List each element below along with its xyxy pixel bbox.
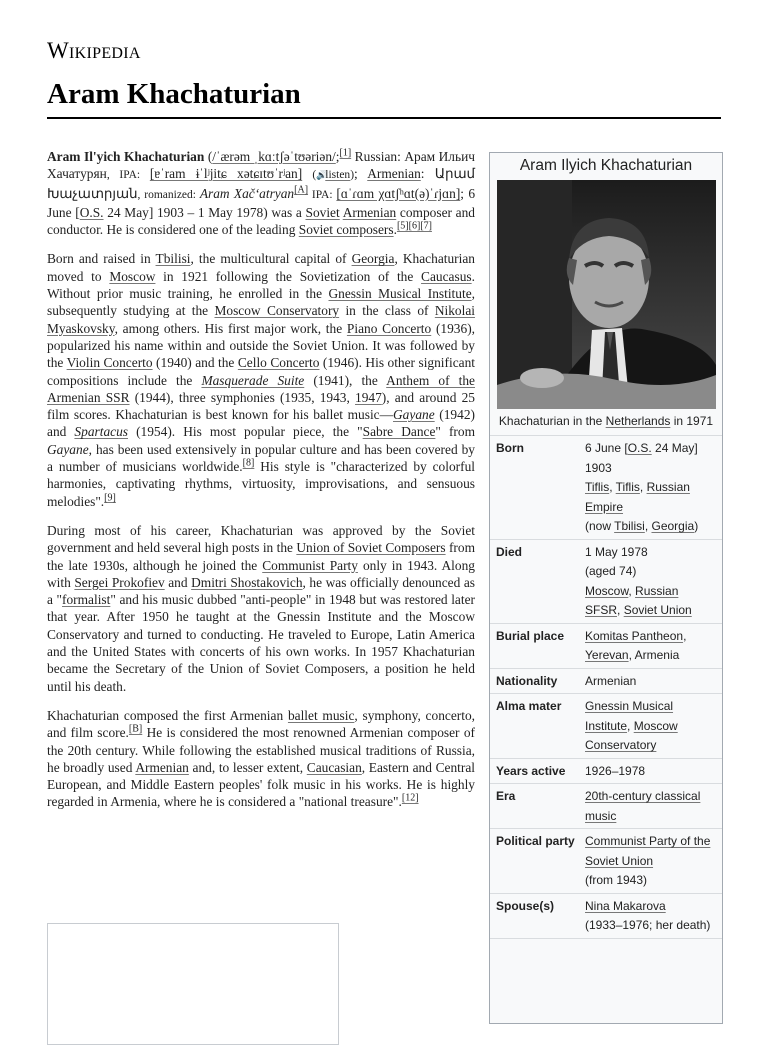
anthem-link[interactable]: Anthem of the Armenian SSR — [47, 372, 475, 405]
symphony-1947-link[interactable]: 1947 — [355, 389, 382, 405]
russian-name: Арам Ильич Хачатурян — [47, 149, 476, 182]
portrait-photo[interactable] — [497, 180, 716, 409]
old-style-link[interactable]: O.S. — [79, 204, 104, 220]
yerevan-link[interactable]: Yerevan — [585, 648, 629, 662]
russian-empire-link[interactable]: Russian Empire — [585, 480, 690, 514]
infobox-row-years-active — [490, 758, 722, 784]
era-link[interactable]: 20th-century classical music — [585, 789, 701, 823]
years-active-value: 1926–1978 — [585, 763, 646, 778]
alma-mater-label: Alma mater — [496, 699, 562, 713]
tiflis-link[interactable]: Tiflis — [585, 480, 610, 494]
media-frame — [47, 923, 339, 1045]
reference-1[interactable]: [1] — [339, 147, 352, 159]
masquerade-suite-link[interactable]: Masquerade Suite — [201, 372, 305, 388]
romanized-name: Aram Xačʻatryan — [199, 185, 295, 201]
infobox-row-born — [490, 435, 722, 539]
article-body — [47, 148, 475, 823]
gayane-link[interactable]: Gayane — [393, 407, 435, 423]
communist-party-link[interactable]: Communist Party — [262, 557, 358, 573]
era-label: Era — [496, 789, 516, 803]
caucasus-link[interactable]: Caucasus — [421, 268, 472, 284]
reference-8[interactable]: [8] — [242, 457, 255, 469]
born-georgia-link[interactable]: Georgia — [651, 519, 695, 533]
soviet-union-link[interactable]: Soviet Union — [623, 603, 692, 617]
wikipedia-wordmark[interactable]: Wikipedia — [47, 38, 141, 63]
born-label: Born — [496, 441, 524, 455]
tbilisi-link[interactable]: Tbilisi — [155, 251, 191, 267]
infobox-row-alma-mater — [490, 693, 722, 758]
armenian-language-link[interactable]: Armenian — [367, 166, 421, 182]
caucasian-link[interactable]: Caucasian — [306, 759, 362, 775]
portrait-illustration — [497, 180, 716, 409]
armenian-folk-link[interactable]: Armenian — [135, 759, 189, 775]
violin-concerto-link[interactable]: Violin Concerto — [66, 355, 153, 371]
sabre-dance-link[interactable]: Sabre Dance — [362, 424, 436, 440]
paragraph-early-life: Born and raised in Tbilisi, the multicultural capital of Georgia, Khachaturian moved to Moscow in 1921 following the Sovietization of the Caucasus. Without prior music training, he enrolled in the Gnessin Musical Institute, subsequently studying at the Moscow Conservatory in the class of Nikolai Myaskovsky, among others. His first major work, the Piano Concerto (1936), popularized his name within and outside the Soviet Union. It was followed by the Violin Concerto (1940) and the Cello Concerto (1946). His other significant compositions include the Masquerade Suite (1941), the Anthem of the Armenian SSR (1944), three symphonies (1935, 1943, 1947), and around 25 film scores. Khachaturian is best known for his ballet music—Gayane (1942) and Spartacus (1954). His most popular piece, the "Sabre Dance" from Gayane, has been used extensively in popular culture and has been covered by a number of musicians worldwide.[8] His style is "characterized by colorful harmonies, captivating rhythms, virtuosity, improvisations, and sensuous melodies".[9] — [47, 251, 476, 509]
soviet-link[interactable]: Soviet — [305, 204, 340, 220]
union-of-soviet-composers-link[interactable]: Union of Soviet Composers — [296, 540, 446, 556]
myaskovsky-link[interactable]: Nikolai Myaskovsky — [47, 303, 475, 336]
shostakovich-link[interactable]: Dmitri Shostakovich — [191, 574, 303, 590]
infobox-row-party — [490, 828, 722, 893]
born-value: 6 June [O.S. 24 May] 1903 Tiflis, Tiflis, Russian Empire (now Tbilisi, Georgia) — [585, 441, 699, 533]
page-title: Aram Khachaturian — [47, 78, 301, 110]
piano-concerto-link[interactable]: Piano Concerto — [346, 320, 432, 336]
nationality-label: Nationality — [496, 673, 558, 688]
ipa-russian-link[interactable]: [ɐˈram ɨˈlʲjitɕ xətɕɪtʊˈrʲan] — [149, 166, 303, 182]
tiflis-governorate-link[interactable]: Tiflis — [615, 480, 640, 494]
gnessin-link[interactable]: Gnessin Musical Institute — [328, 286, 472, 302]
moscow-conservatory-link[interactable]: Moscow Conservatory — [214, 303, 340, 319]
reference-12[interactable]: [12] — [401, 792, 419, 804]
article-subject-name: Aram Il'yich Khachaturian — [47, 149, 205, 164]
moscow-link[interactable]: Moscow — [109, 268, 156, 284]
burial-label: Burial place — [496, 628, 565, 643]
infobox-row-died — [490, 539, 722, 623]
alma-conservatory-link[interactable]: Moscow Conservatory — [585, 718, 678, 752]
speaker-icon[interactable]: 🔊 — [316, 170, 328, 181]
photo-caption: Khachaturian in the Netherlands in 1971 — [498, 414, 714, 428]
infobox-row-next — [490, 938, 722, 984]
died-label: Died — [496, 544, 523, 559]
prokofiev-link[interactable]: Sergei Prokofiev — [74, 574, 165, 590]
burial-value: Komitas Pantheon, Yerevan, Armenia — [585, 628, 687, 662]
netherlands-link[interactable]: Netherlands — [605, 414, 671, 428]
cpsu-link[interactable]: Communist Party of the Soviet Union — [585, 834, 711, 868]
spartacus-link[interactable]: Spartacus — [74, 424, 128, 440]
cello-concerto-link[interactable]: Cello Concerto — [237, 355, 320, 371]
ballet-music-link[interactable]: ballet music — [287, 707, 355, 723]
paragraph-legacy: Khachaturian composed the first Armenian ballet music, symphony, concerto, and film score.[B] He is considered the most renowned Armenian composer of the 20th century. While following the established musical traditions of Russia, he broadly used Armenian and, to lesser extent, Caucasian, Eastern and Central European, and Middle Eastern peoples' folk music in his works. He is highly regarded in Armenia, where he is considered a "national treasure".[12] — [47, 707, 475, 810]
infobox-row-era — [490, 783, 722, 828]
reference-9[interactable]: [9] — [104, 492, 116, 504]
died-moscow-link[interactable]: Moscow — [585, 583, 629, 598]
party-label: Political party — [496, 834, 575, 848]
georgia-link[interactable]: Georgia — [351, 251, 395, 267]
listen-link[interactable]: listen — [325, 169, 351, 182]
born-tbilisi-link[interactable]: Tbilisi — [614, 519, 645, 533]
years-active-label: Years active — [496, 763, 566, 778]
reference-5-6-7[interactable]: [5][6][7] — [396, 220, 432, 232]
title-divider — [47, 117, 721, 119]
lead-paragraph: Aram Il'yich Khachaturian (/ˈærəm ˌkɑːtʃəˈtʊəriən/;[1] Russian: Арам Ильич Хачатурян, IPA: [ɐˈram ɨˈlʲjitɕ xətɕɪtʊˈrʲan] (🔊listen); Armenian: Արամ Խաչատրյան, romanized: Aram Xačʻatryan[A] IPA: [ɑˈɾɑm χɑtʃʰɑt(ə)ˈɾjɑn]; 6 June [O.S. 24 May] 1903 – 1 May 1978) was a Soviet Armenian composer and conductor. He is considered one of the leading Soviet composers.[5][6][7] — [47, 147, 476, 238]
komitas-pantheon-link[interactable]: Komitas Pantheon — [585, 628, 684, 643]
nationality-value: Armenian — [585, 673, 637, 688]
died-value: 1 May 1978 (aged 74) Moscow, Russian SFSR, Soviet Union — [585, 544, 692, 617]
infobox-row-nationality — [490, 668, 722, 694]
born-os-link[interactable]: O.S. — [627, 441, 652, 455]
alma-gnessin-link[interactable]: Gnessin Musical Institute — [585, 699, 674, 733]
infobox — [489, 152, 723, 1024]
infobox-row-spouse — [490, 893, 722, 938]
soviet-composers-link[interactable]: Soviet composers — [298, 222, 394, 238]
russian-sfsr-link[interactable]: Russian SFSR — [585, 583, 679, 617]
infobox-title: Aram Ilyich Khachaturian — [519, 157, 693, 174]
party-value: Communist Party of the Soviet Union (from 1943) — [585, 834, 711, 887]
ipa-armenian-link[interactable]: [ɑˈɾɑm χɑtʃʰɑt(ə)ˈɾjɑn] — [336, 185, 461, 201]
reference-b[interactable]: [B] — [128, 723, 143, 735]
armenian-link[interactable]: Armenian — [342, 204, 397, 220]
spouse-value: Nina Makarova (1933–1976; her death) — [585, 898, 711, 932]
armenian-name: Արամ Խաչատրյան — [47, 166, 475, 201]
nina-makarova-link[interactable]: Nina Makarova — [585, 898, 666, 913]
era-value — [585, 787, 716, 826]
reference-a[interactable]: [A] — [294, 184, 309, 196]
ipa-english-link[interactable]: /ˈærəm ˌkɑːtʃəˈtʊəriən/ — [212, 149, 336, 164]
infobox-row-burial — [490, 623, 722, 668]
paragraph-career: During most of his career, Khachaturian was approved by the Soviet government and held several high posts in the Union of Soviet Composers from the late 1930s, although he joined the Communist Party only in 1943. Along with Sergei Prokofiev and Dmitri Shostakovich, he was officially denounced as a "formalist" and his music dubbed "anti-people" in 1948 but was restored later that year. After 1950 he taught at the Gnessin Institute and the Moscow Conservatory and turned to conducting. He traveled to Europe, Latin America and the United States with concerts of his own works. In 1957 Khachaturian became the Secretary of the Union of Soviet Composers, a position he held until his death. — [47, 522, 476, 694]
formalist-link[interactable]: formalist — [62, 592, 111, 608]
alma-mater-value: Gnessin Musical Institute, Moscow Conservatory — [585, 699, 678, 752]
spouse-label: Spouse(s) — [496, 898, 555, 913]
